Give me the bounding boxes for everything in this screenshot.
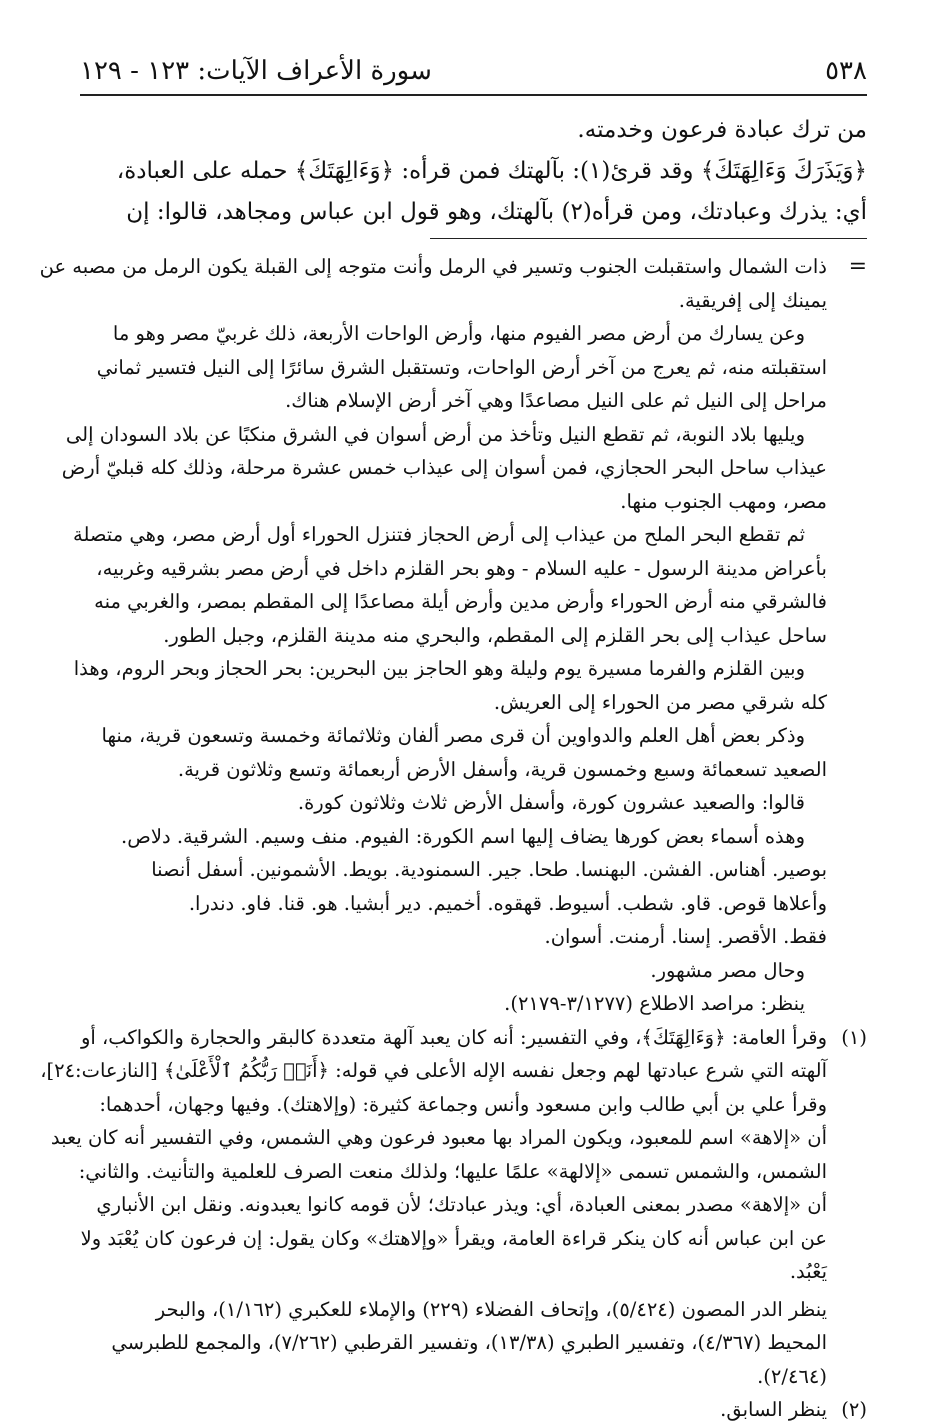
footnote-line: الشمس، والشمس تسمى «إلالهة» علمًا عليها؛ ولذلك منعت الصرف للعلمية والتأنيث. والثاني: (78, 1159, 827, 1183)
footnote-line: بوصير. أهناس. الفشن. البهنسا. طحا. جير. السمنودية. بويط. الأشمونين. أسفل أنصنا (151, 858, 827, 881)
footnote-paragraph (73, 652, 827, 719)
footnote-line: ساحل عيذاب إلى بحر القلزم إلى المقطم، والبحري منه مدينة القلزم، وجبل الطور. (163, 623, 827, 647)
main-text (80, 110, 867, 233)
footnote-number: (٢) (841, 1398, 867, 1421)
footnote-line: ويليها بلاد النوبة، ثم تقطع النيل وتأخذ من أرض أسوان في الشرق منكبًا عن بلاد السودان إلى (65, 422, 805, 446)
footnote-line: مصر، ومهب الجنوب منها. (620, 489, 827, 513)
footnote-continuation (39, 250, 867, 1021)
header-rule (80, 94, 867, 96)
footnote-paragraph (39, 250, 827, 317)
footnote-line: أن «إلاهة» اسم للمعبود، ويكون المراد بها معبود فرعون وهي الشمس، وفي التفسير أنه كان يعبد (50, 1126, 827, 1149)
footnote-line: وذكر بعض أهل العلم والدواوين أن قرى مصر ألفان وثلاثمائة وخمسة وتسعون قرية، منها (101, 724, 805, 747)
footnote-line: أن «إلاهة» مصدر بمعنى العبادة، أي: ويذر عبادتك؛ لأن قومه كانوا يعبدونه. ونقل ابن الأنباري (96, 1193, 827, 1216)
footnote-paragraph (40, 1021, 827, 1289)
footnote-paragraph (80, 954, 827, 988)
running-title: سورة الأعراف الآيات: ١٢٣ - ١٢٩ (80, 56, 432, 86)
footnote-paragraph (80, 1293, 827, 1394)
footnote-line: وقرأ علي بن أبي طالب وابن مسعود وأنس وجماعة كثيرة: (وإلاهتك). وفيها وجهان، أحدهما: (99, 1092, 827, 1116)
footnote-line: فقط. الأقصر. إسنا. أرمنت. أسوان. (544, 925, 827, 948)
footnote-line: ذات الشمال واستقبلت الجنوب وتسير في الرمل وأنت متوجه إلى القبلة يكون الرمل من مصبه عن (39, 255, 827, 278)
footnote-line: كله شرقي مصر من الحوراء إلى العريش. (493, 690, 827, 714)
footnote-line: المحيط (٤/٣٦٧)، وتفسير الطبري (١٣/٣٨)، وتفسير القرطبي (٧/٢٦٢)، والمجمع للطبرسي (111, 1331, 827, 1354)
footnote-paragraph (61, 418, 827, 519)
footnote-line: ينظر السابق. (720, 1398, 827, 1421)
footnote-line: آلهته التي شرع عبادتها لهم وجعل نفسه الإله الأعلى في قوله: ﴿أَنَا۠ رَبُّكُمُ ٱلْأَعْلَىٰ﴾ [النازعات:٢٤]، (40, 1059, 827, 1082)
footnote-line: وعن يسارك من أرض مصر الفيوم منها، وأرض الواحات الأربعة، ذلك غربيّ مصر وهو ما (112, 322, 805, 345)
main-text-line: من ترك عبادة فرعون وخدمته. (577, 117, 867, 143)
footnote-separator (430, 238, 867, 239)
footnote-line: بأعراض مدينة الرسول - عليه السلام - وهو بحر القلزم داخل في أرض مصر بشرقيه وغربيه، (96, 556, 827, 580)
footnote-2 (80, 1393, 867, 1427)
footnote-paragraph (80, 820, 827, 954)
footnote-paragraph (80, 719, 827, 786)
footnote-line: ينظر الدر المصون (٥/٤٢٤)، وإتحاف الفضلاء (٢٢٩) والإملاء للعكبري (١/١٦٢)، والبحر (155, 1297, 827, 1321)
footnote-line: يمينك إلى إفريقية. (678, 288, 827, 312)
footnote-line: عن ابن عباس أنه كان ينكر قراءة العامة، ويقرأ «وإلاهتك» وكان يقول: إن فرعون كان يُعْبَد ولا (80, 1226, 827, 1250)
footnote-line: وبين القلزم والفرما مسيرة يوم وليلة وهو الحاجز بين البحرين: بحر الحجاز وبحر الروم، وهذا (73, 657, 805, 680)
footnote-1 (40, 1021, 867, 1394)
footnotes (39, 250, 867, 1427)
footnote-paragraph (80, 987, 827, 1021)
main-text-line: ﴿وَيَذَرَكَ وَءَالِهَتَكَ﴾ وقد قرئ(١): بآلهتك فمن قرأه: ﴿وَءَالِهَتَكَ﴾ حمله على العبادة، (116, 158, 867, 184)
page-number: ٥٣٨ (825, 56, 867, 86)
footnote-line: وأعلاها قوص. قاو. شطب. أسيوط. قهقوه. أخميم. دير أبشيا. هو. قنا. فاو. دندرا. (188, 891, 827, 915)
main-text-line: أي: يذرك وعبادتك، ومن قرأه(٢) بآلهتك، وهو قول ابن عباس ومجاهد، قالوا: إن (126, 199, 867, 225)
continuation-marker: = (848, 254, 867, 279)
footnote-line: الصعيد تسعمائة وسبع وخمسون قرية، وأسفل الأرض أربعمائة وتسع وثلاثون قرية. (177, 757, 827, 781)
footnote-line: (٢/٤٦٤). (757, 1364, 827, 1388)
footnote-line: استقبلته منه، ثم يعرج من آخر أرض الواحات، وتستقبل الشرق سائرًا إلى النيل فتسير ثماني (96, 355, 827, 379)
footnote-line: ثم تقطع البحر الملح من عيذاب إلى أرض الحجاز فتنزل الحوراء أول أرض مصر، وهي متصلة (72, 523, 805, 546)
footnote-line: قالوا: والصعيد عشرون كورة، وأسفل الأرض ثلاث وثلاثون كورة. (297, 791, 805, 814)
footnote-line: يَعْبُد. (789, 1260, 827, 1283)
footnote-line: مراحل إلى النيل ثم على النيل مصاعدًا وهي آخر أرض الإسلام هناك. (285, 389, 827, 412)
footnote-paragraph (72, 518, 827, 652)
footnote-line: وحال مصر مشهور. (650, 958, 805, 982)
footnote-line: ينظر: مراصد الاطلاع (٣/١٢٧٧-٢١٧٩). (504, 992, 805, 1015)
footnote-paragraph (80, 317, 827, 418)
footnote-line: فالشرقي منه أرض الحوراء وأرض مدين وأرض أيلة مصاعدًا إلى المقطم بمصر، والغربي منه (94, 590, 827, 613)
footnote-line: وقرأ العامة: ﴿وَءَالِهَتَكَ﴾، وفي التفسير: أنه كان يعبد آلهة متعددة كالبقر والحجارة والكواكب، أو (80, 1025, 827, 1049)
footnote-number: (١) (841, 1025, 867, 1049)
page-header (80, 50, 867, 94)
footnote-line: وهذه أسماء بعض كورها يضاف إليها اسم الكورة: الفيوم. منف وسيم. الشرقية. دلاص. (121, 824, 805, 848)
footnote-line: عيذاب ساحل البحر الحجازي، فمن أسوان إلى عيذاب خمس عشرة مرحلة، وذلك كله قبليّ أرض (61, 456, 827, 479)
footnote-paragraph (80, 786, 827, 820)
